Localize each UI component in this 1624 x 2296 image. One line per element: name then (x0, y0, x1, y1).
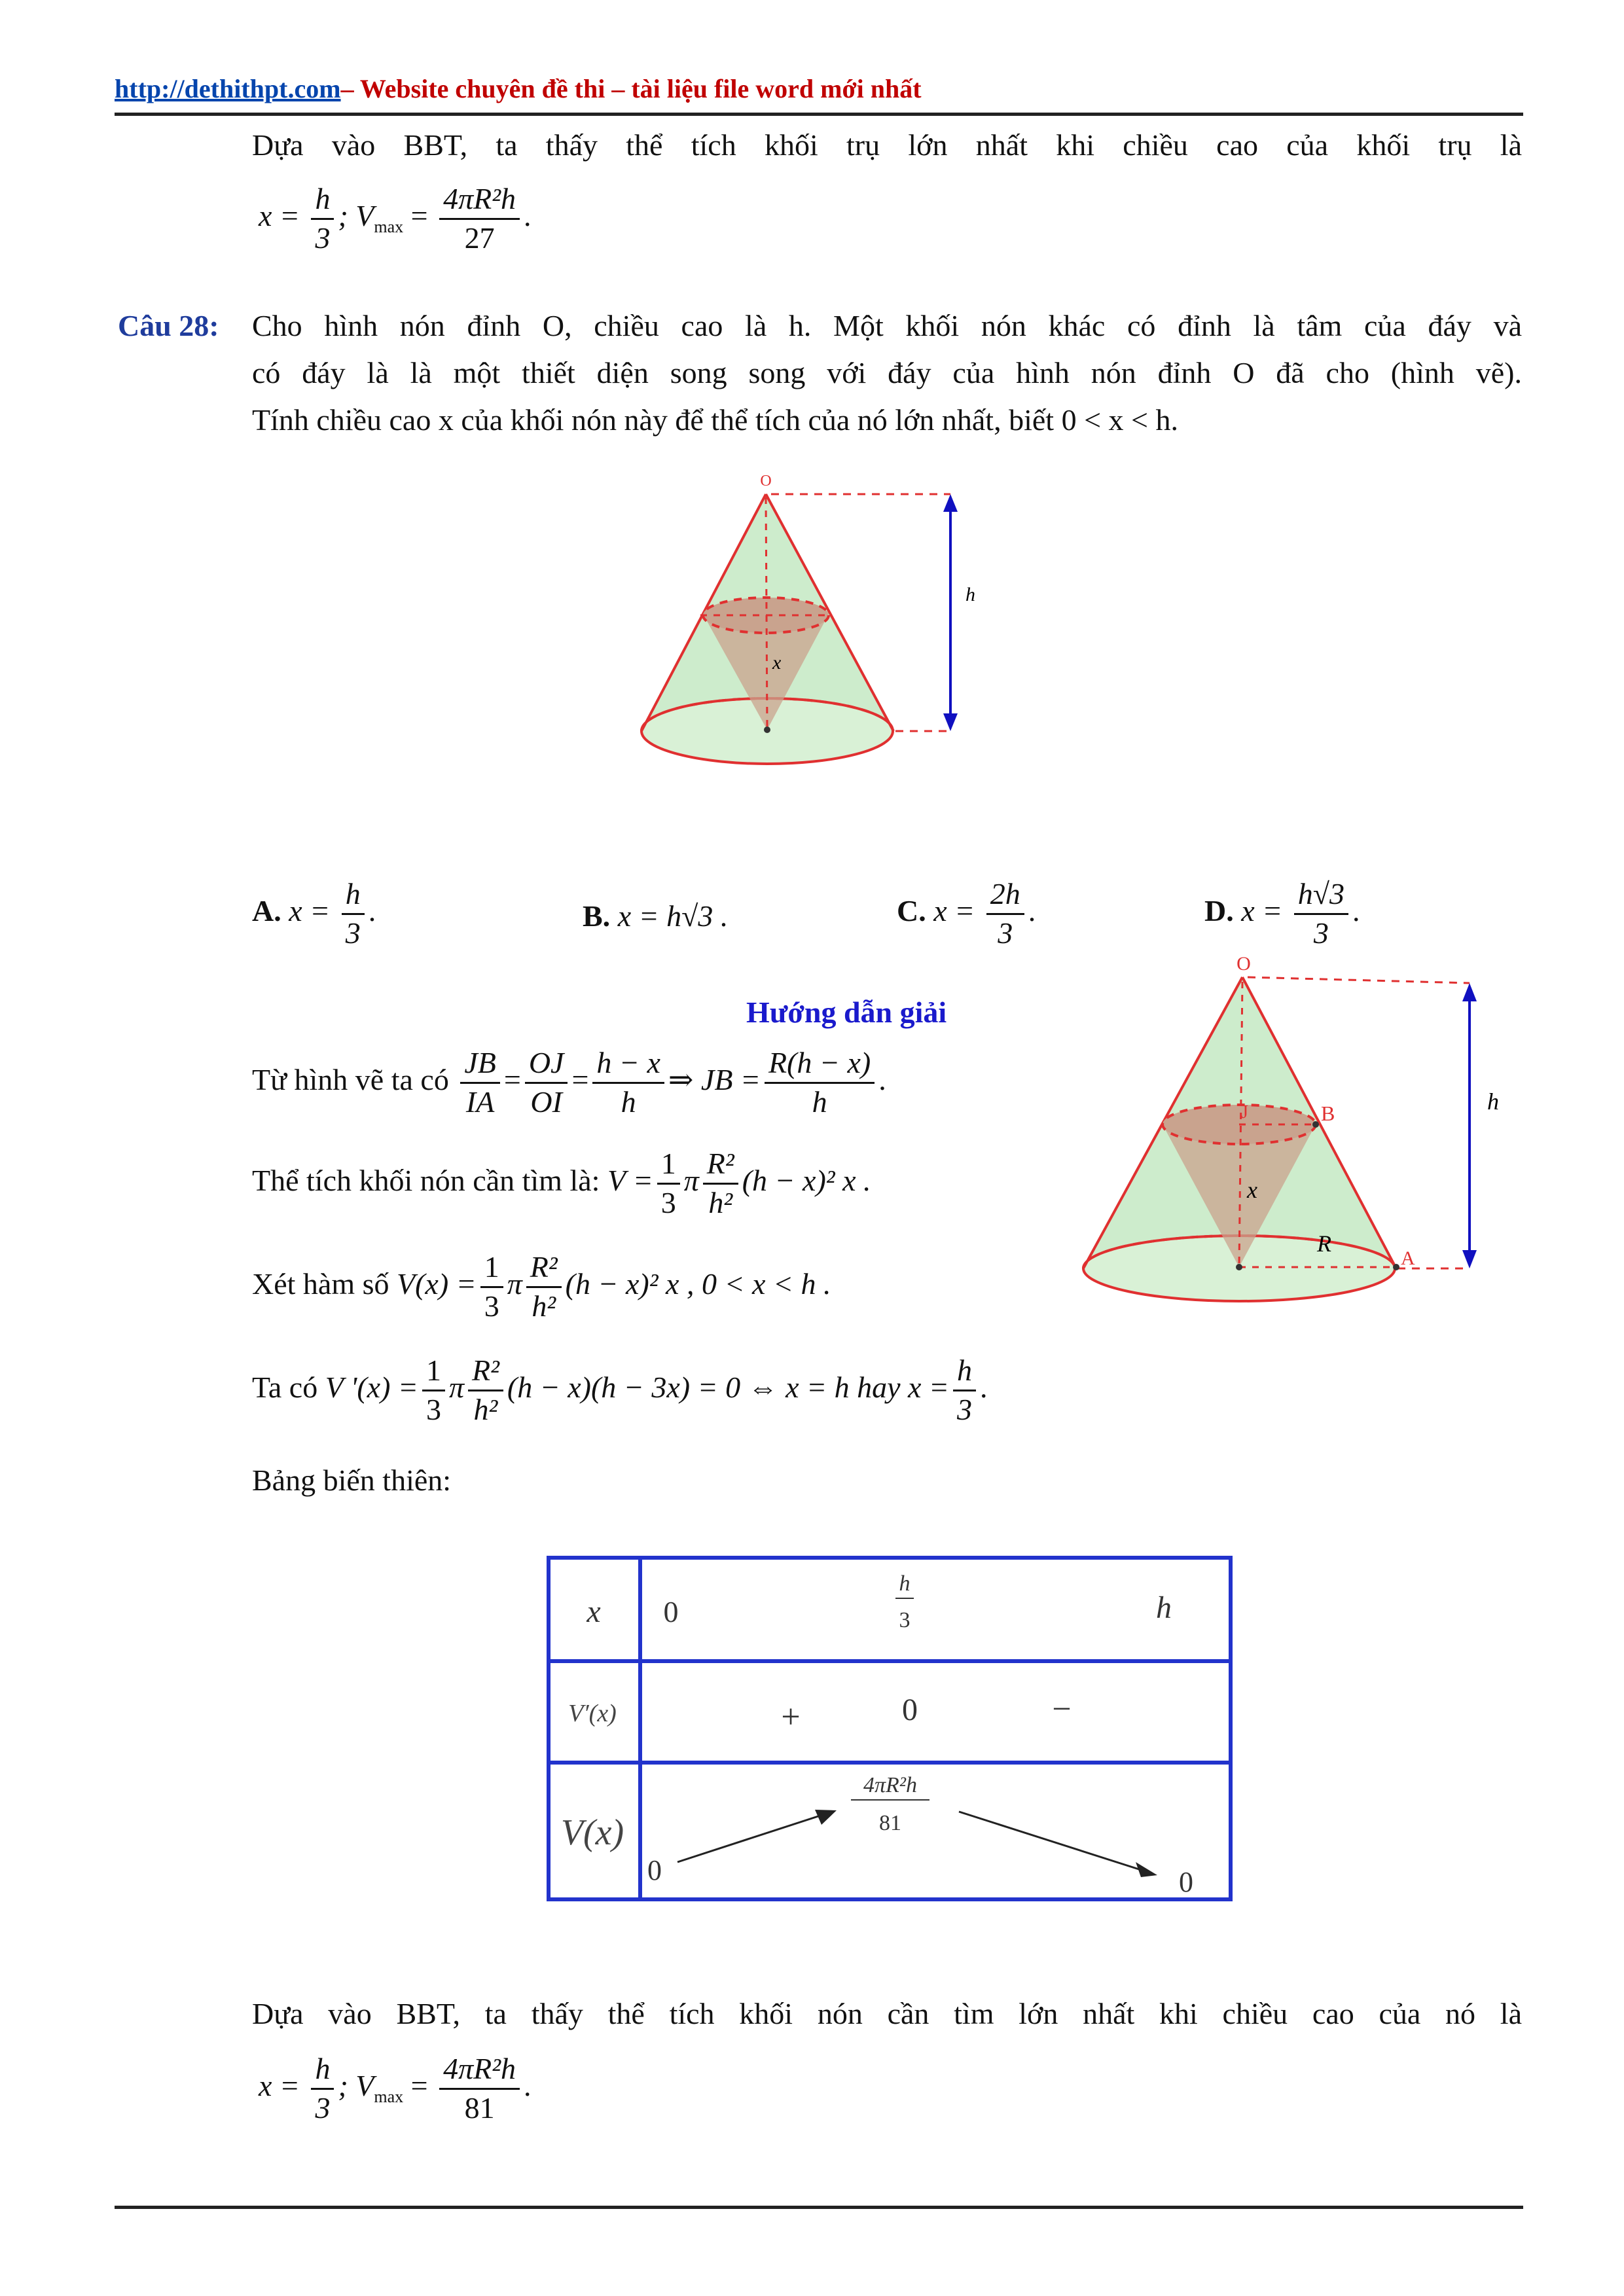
vmax-num: 4πR²h (863, 1773, 917, 1797)
row-x-label: x (586, 1594, 601, 1629)
row-v-label: V(x) (560, 1812, 624, 1853)
sign-minus: − (1052, 1691, 1072, 1728)
sign-zero: 0 (902, 1693, 918, 1727)
label-b: B (1321, 1102, 1335, 1125)
solution-title: Hướng dẫn giải (746, 996, 947, 1029)
v-end: 0 (1179, 1866, 1193, 1898)
label-x: x (1247, 1177, 1257, 1203)
cone-figure-1 (628, 468, 995, 776)
intro-formula: x = $\frac{h}{3}$ ; $V_{max}$ = $\frac{\text{4πR²h}}{27}$ . (259, 182, 532, 255)
header-tagline: – Website chuyên đề thi – tài liệu file word mới nhất (340, 74, 922, 103)
intro-text: Dựa vào BBT, ta thấy thể tích khối trụ lớn nhất khi chiều cao của khối trụ là (252, 128, 1522, 162)
question-line-2: có đáy là là một thiết diện song song với đáy của hình nón đỉnh O đã cho (hình vẽ). (252, 356, 1522, 389)
choice-b[interactable]: B. x = h√3 . (583, 899, 729, 933)
question-line-1: Cho hình nón đỉnh O, chiều cao là h. Một khối nón khác có đỉnh là tâm của đáy và (252, 309, 1522, 342)
label-a: A (1401, 1247, 1415, 1269)
label-x: x (772, 652, 782, 673)
label-j: J (1241, 1102, 1248, 1122)
variation-table (543, 1551, 1237, 1905)
label-h: h (965, 584, 975, 605)
solution-line-3: Xét hàm số V(x) = $\frac{1}{3}$ π $\frac{\text{R²}}{\text{h²}}$ (h − x)² x , 0 < x < h . (252, 1250, 831, 1323)
label-o: O (1236, 953, 1251, 975)
solution-line-5: Bảng biến thiên: (252, 1463, 452, 1497)
sign-plus: + (781, 1698, 801, 1736)
x-mid-num: h (899, 1571, 911, 1596)
x-start: 0 (663, 1595, 679, 1628)
v-start: 0 (647, 1854, 662, 1886)
x-end: h (1156, 1590, 1172, 1625)
cone-figure-2 (1074, 952, 1525, 1319)
page-header (115, 73, 922, 104)
question-line-3: Tính chiều cao x của khối nón này để thể tích của nó lớn nhất, biết 0 < x < h. (252, 403, 1178, 437)
solution-line-2: Thể tích khối nón cần tìm là: V = $\frac{1}{3}$ π $\frac{\text{R²}}{\text{h²}}$ (h − x)² x . (252, 1147, 871, 1219)
solution-line-1: Từ hình vẽ ta có $\frac{JB}{IA}$ = $\frac{OJ}{OI}$ = $\frac{h - x}{h}$ ⇒ JB = $\frac{R(h - x)}{h}$ . (252, 1046, 886, 1119)
footer-rule (115, 2206, 1523, 2209)
choice-d[interactable]: D. x = $\frac{h√3}{3}$ . (1204, 877, 1360, 950)
label-o: O (760, 473, 772, 490)
header-link[interactable]: http://dethithpt.com (115, 74, 341, 103)
label-r: R (1317, 1230, 1331, 1257)
x-mid-den: 3 (899, 1608, 911, 1632)
solution-line-4: Ta có V '(x) = $\frac{1}{3}$ π $\frac{\text{R²}}{\text{h²}}$ (h − x)(h − 3x) = 0 ⇔ x = h hay x = $\frac{h}{3}$ . (252, 1354, 988, 1426)
conclusion-text: Dựa vào BBT, ta thấy thể tích khối nón cần tìm lớn nhất khi chiều cao của nó là (252, 1997, 1522, 2030)
label-h: h (1487, 1088, 1499, 1115)
choice-c[interactable]: C. x = $\frac{2h}{3}$ . (897, 877, 1036, 950)
vmax-den: 81 (879, 1811, 901, 1835)
choice-a[interactable]: A. x = $\frac{h}{3}$ . (252, 877, 376, 950)
row-vp-label: V′(x) (568, 1700, 617, 1727)
conclusion-formula: x = $\frac{h}{3}$ ; $V_{max}$ = $\frac{\text{4πR²h}}{81}$ . (259, 2052, 532, 2125)
question-label: Câu 28: (118, 309, 219, 342)
header-rule (115, 113, 1523, 116)
